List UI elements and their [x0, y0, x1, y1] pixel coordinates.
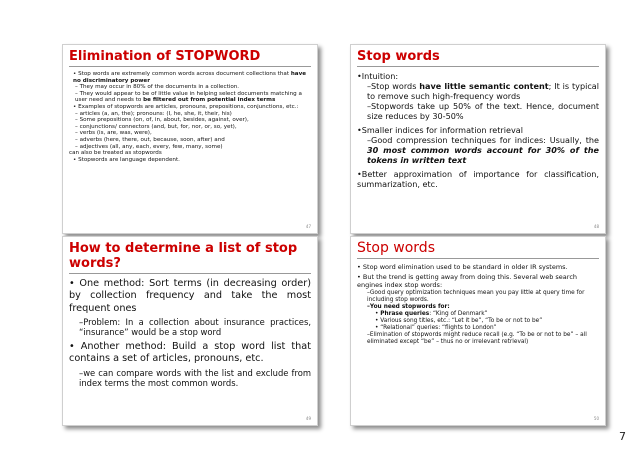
sub-bullet-text: –Stopwords take up 50% of the text. Hence, document size reduces by 30-50%: [367, 101, 599, 121]
text-span: – They would appear to be of little value in helping select documents matching a user need and needs to: [75, 90, 302, 104]
slide-number: 49: [305, 416, 311, 421]
bullet-text: • Another method: Build a stop word list that contains a set of articles, pronouns, etc.: [69, 341, 311, 365]
sub-bullet-text: –Elimination of stopwords might reduce recall (e.g. “To be or not to be” – all eliminated except “be” – thus no or irrelevant retrieval): [367, 332, 587, 345]
text-span: –Good compression techniques for indices: Usually, the: [367, 135, 599, 145]
sub-bullet-text: –You need stopwords for:: [367, 304, 450, 310]
text-span: ; It is typical to remove such high-frequency words: [367, 81, 599, 101]
slide-body: [357, 71, 599, 189]
slide-stop-words-intuition: [350, 44, 606, 234]
text-span: – articles (a, an, the); pronouns: (I, he, she, it, their, his): [75, 110, 232, 117]
slide-body: [357, 263, 599, 346]
slide1-line: [75, 137, 311, 144]
slide-number: 50: [593, 416, 599, 421]
slide1-line: [75, 117, 311, 124]
slide-title: Stop words: [357, 49, 440, 64]
bullet-text: •Smaller indices for information retrieval: [357, 125, 523, 135]
slide1-line: [69, 150, 311, 157]
text-span: – adverbs (here, there, out, because, soon, after) and: [75, 136, 225, 143]
sub-bullet-text: –Problem: In a collection about insurance practices, “insurance” would be a stop word: [79, 316, 311, 338]
text-span: –Stop words: [367, 81, 420, 91]
text-span: can also be treated as stopwords: [69, 150, 162, 157]
bullet-text: • Stop word elimination used to be standard in older IR systems.: [357, 263, 568, 271]
slide-title: Stop words: [357, 240, 435, 256]
text-span: – verbs (is, are, was, were),: [75, 130, 152, 137]
sub-sub-bullet-text: • “Relational” queries: “flights to London”: [375, 325, 497, 331]
sub-bullet-text: [357, 135, 599, 165]
text-span: • Stopwords are language dependent.: [73, 156, 180, 163]
title-divider: [69, 273, 311, 274]
slide1-line: [75, 84, 311, 91]
slide-body: [69, 278, 311, 389]
text-span: – They may occur in 80% of the documents in a collection.: [75, 84, 240, 91]
slide1-line: [75, 91, 311, 104]
slide-number: 47: [305, 224, 311, 229]
text-span: – Some prepositions (on, of, in, about, besides, against, over),: [75, 117, 249, 124]
slide-body: [69, 71, 311, 163]
slide-determine-stop-words: [62, 236, 318, 426]
text-span: • Examples of stopwords are articles, pronouns, prepositions, conjunctions, etc.:: [73, 103, 299, 110]
bullet-text: •Better approximation of importance for classification, summarization, etc.: [357, 169, 599, 189]
sub-bullet-text: [357, 81, 599, 101]
text-span: : “King of Denmark”: [429, 311, 488, 317]
bold-span: be filtered out from potential index terms: [143, 97, 276, 104]
slide1-line: [75, 130, 311, 137]
bullet-text: • One method: Sort terms (in decreasing order) by collection frequency and take the most frequent ones: [69, 278, 311, 314]
bold-italic-span: 30 most common words account for 30% of the tokens in written text: [367, 145, 599, 165]
bold-span: Phrase queries: [380, 311, 430, 317]
page-number: 7: [619, 430, 626, 443]
slide1-line: [73, 157, 311, 164]
title-divider: [69, 66, 311, 67]
slide1-line: [73, 104, 311, 111]
slide-elimination-of-stopword: [62, 44, 318, 234]
bullet-text: •Intuition:: [357, 71, 399, 81]
text-span: •: [375, 311, 381, 317]
slide-stop-words-trend: [350, 236, 606, 426]
sub-sub-bullet-text: [357, 311, 599, 318]
slide-number: 48: [593, 224, 599, 229]
title-divider: [357, 258, 599, 259]
sub-bullet-text: –we can compare words with the list and exclude from index terms the most common words.: [79, 367, 311, 389]
bold-span: have little semantic content: [419, 81, 549, 91]
slide-title: How to determine a list of stop words?: [69, 241, 298, 271]
slide1-line: [75, 144, 311, 151]
sub-bullet-text: –Good query optimization techniques mean you pay little at query time for including stop words.: [367, 290, 585, 303]
slide1-line: [73, 71, 311, 84]
text-span: • Stop words are extremely common words across document collections that: [73, 71, 291, 77]
slide1-line: [75, 124, 311, 131]
slide1-line: [75, 111, 311, 118]
sub-sub-bullet-text: • Various song titles, etc.: “Let it be”, “To be or not to be”: [375, 318, 543, 324]
title-divider: [357, 66, 599, 67]
bullet-text: • But the trend is getting away from doing this. Several web search engines index stop words:: [357, 273, 578, 289]
text-span: – conjunctions/ connectors (and, but, for, nor, or, so, yet),: [75, 123, 237, 130]
text-span: – adjectives (all, any, each, every, few, many, some): [75, 143, 223, 150]
slide-title: Elimination of STOPWORD: [69, 49, 261, 64]
bold-span: have no discriminatory power: [73, 71, 307, 84]
